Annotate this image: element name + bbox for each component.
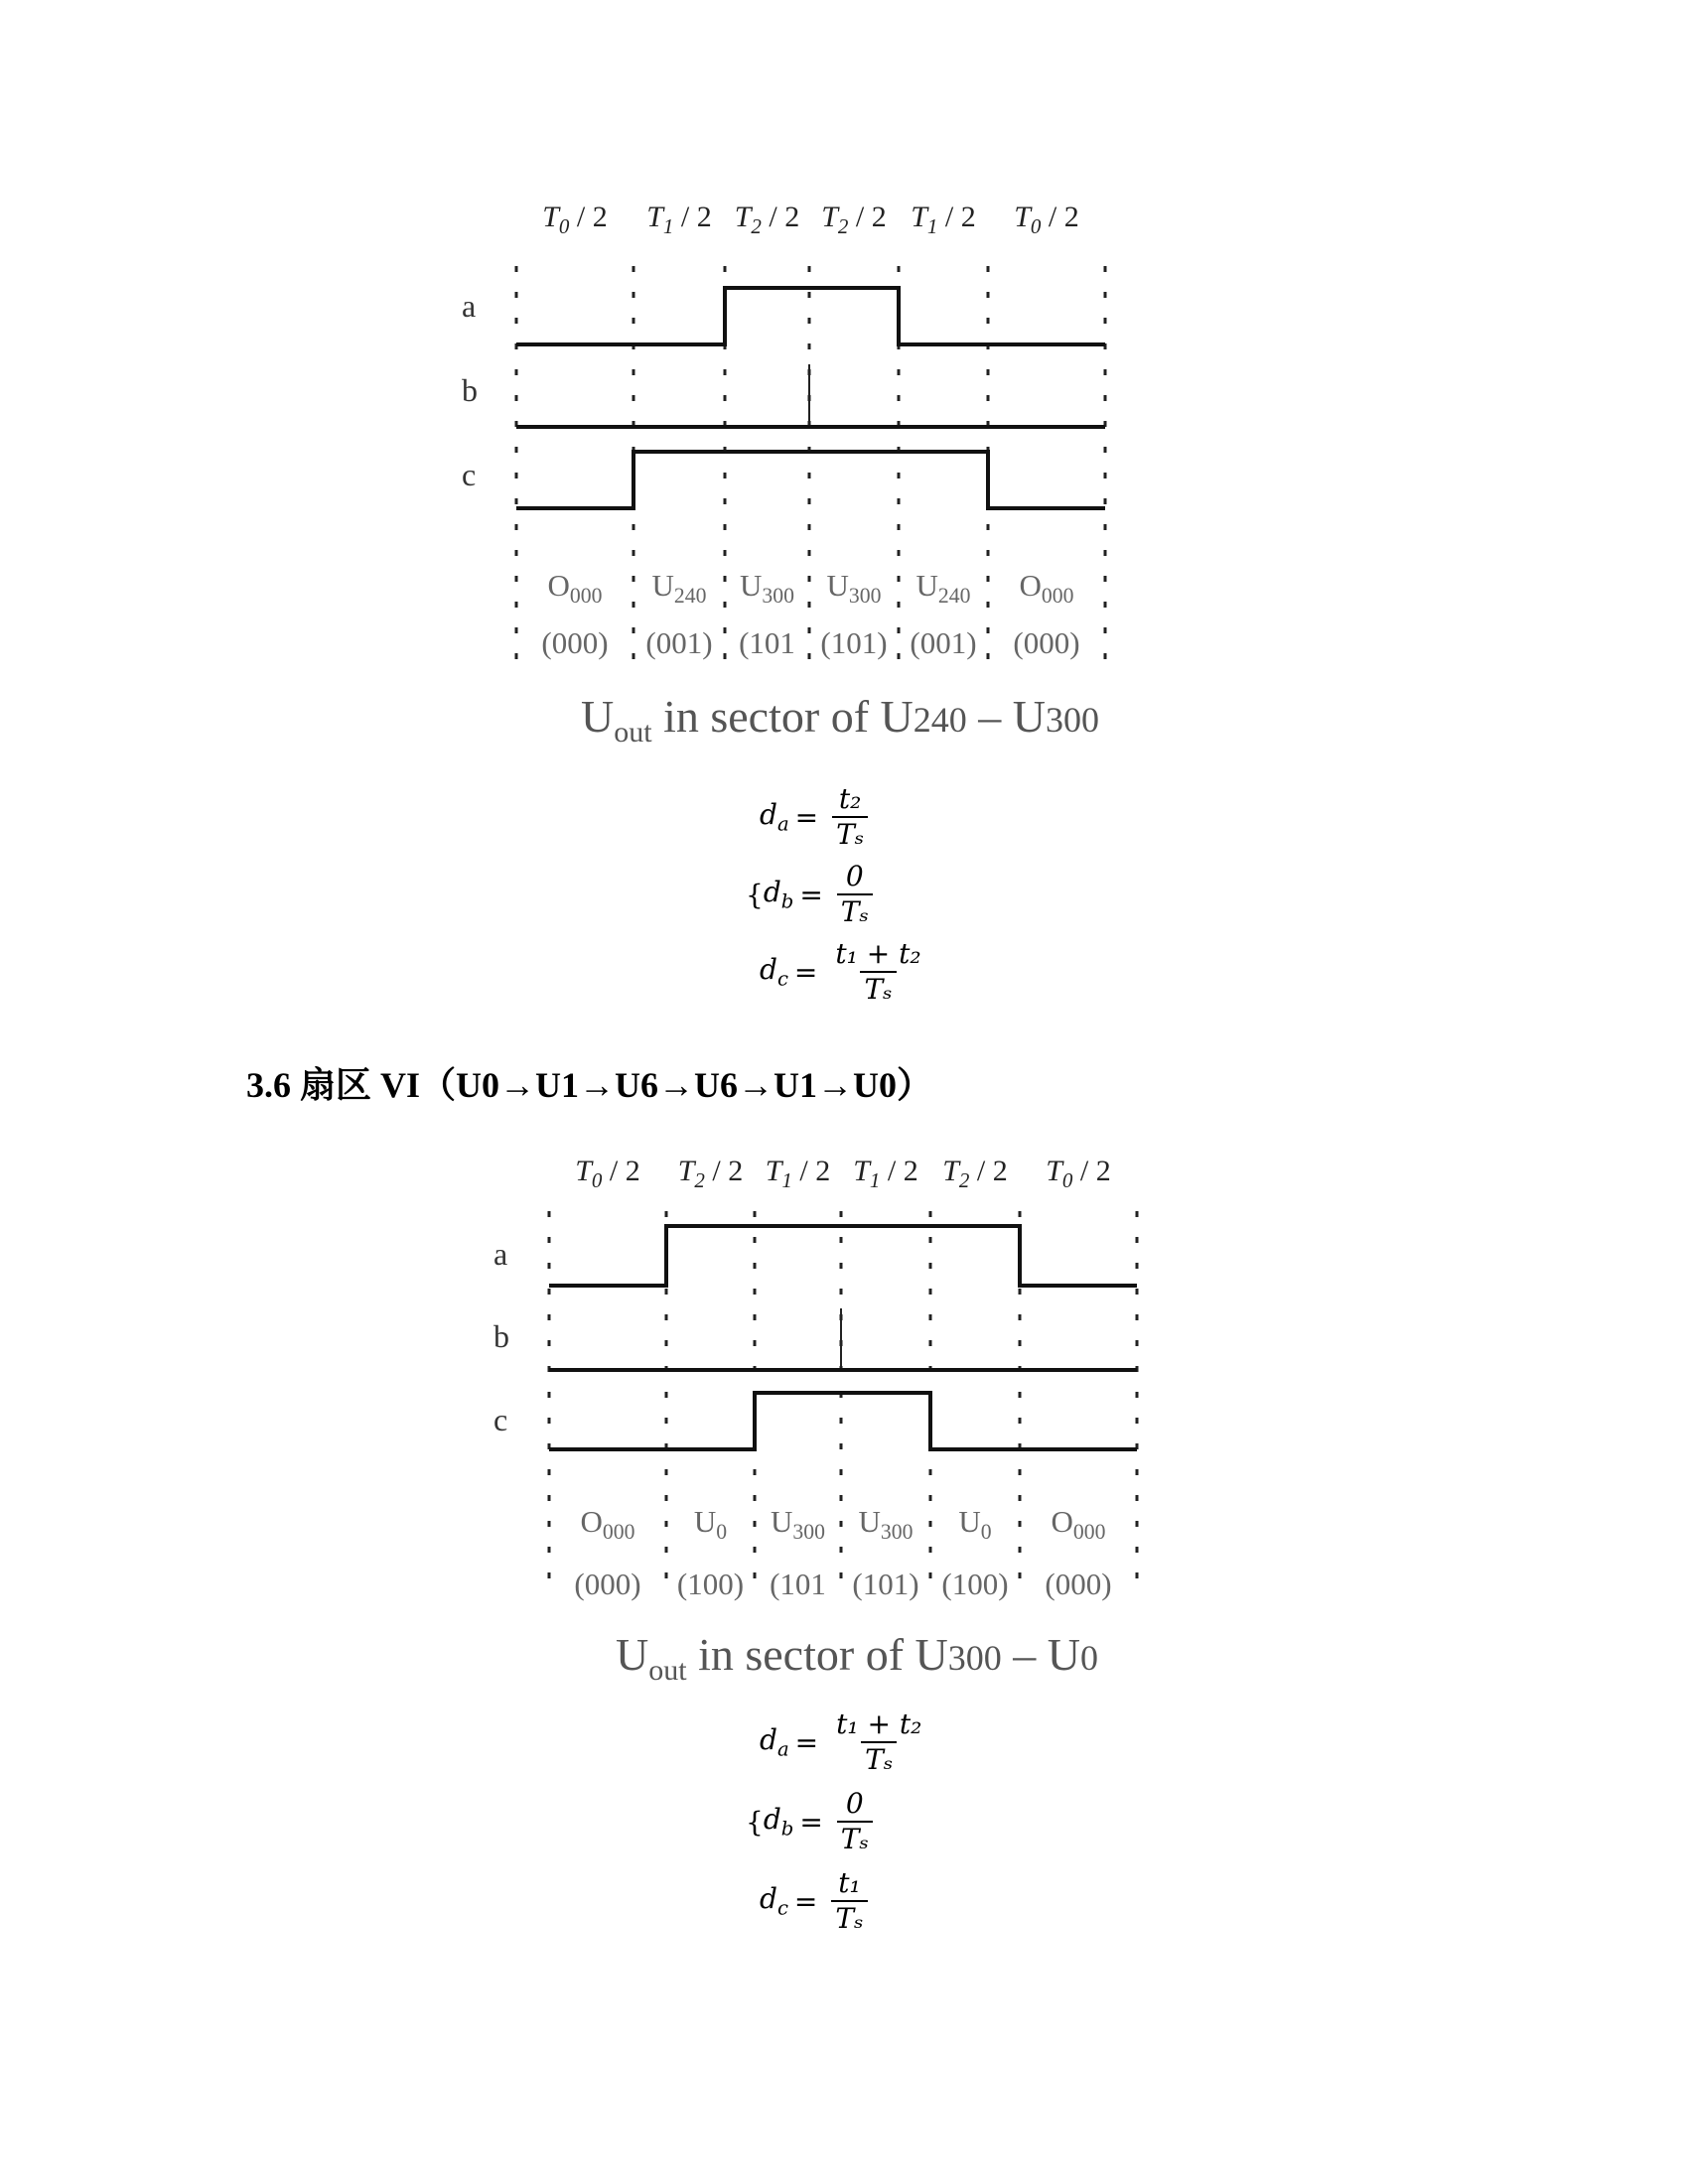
brace-symbol: { bbox=[746, 878, 764, 911]
interval-duration-label: $T_1 / 2$ bbox=[853, 1155, 918, 1192]
switch-code-label: (100) bbox=[941, 1567, 1009, 1601]
duty-cycle-equation: { $d_b$ = $\frac{0}{\text{Tₛ}}$ bbox=[746, 860, 873, 929]
duty-cycle-equation: $d_c$ = $\frac{\text{t₁}}{\text{Tₛ}}$ bbox=[760, 1866, 868, 1936]
interval-duration-label: $T_1 / 2$ bbox=[646, 201, 712, 238]
switch-code-label: (101) bbox=[852, 1567, 919, 1601]
interval-duration-label: $T_0 / 2$ bbox=[575, 1155, 640, 1192]
vector-state-label: $U_{300}$ bbox=[858, 1504, 914, 1545]
interval-duration-label: $T_2 / 2$ bbox=[734, 201, 800, 238]
switch-code-label: (101 bbox=[770, 1567, 826, 1601]
switch-code-label: (000) bbox=[541, 625, 609, 660]
vector-state-label: $O_{000}$ bbox=[547, 568, 603, 609]
duty-cycle-equation: { $d_b$ = $\frac{0}{\text{Tₛ}}$ bbox=[746, 1787, 873, 1856]
vector-state-label: $O_{000}$ bbox=[1051, 1504, 1106, 1545]
interval-duration-label: $T_2 / 2$ bbox=[677, 1155, 744, 1192]
switch-code-label: (101 bbox=[739, 625, 795, 660]
switch-code-label: (101) bbox=[820, 625, 888, 660]
vector-state-label: $U_0$ bbox=[958, 1504, 992, 1545]
interval-duration-label: $T_0 / 2$ bbox=[1046, 1155, 1111, 1192]
vector-state-label: $U_{240}$ bbox=[651, 568, 707, 609]
waveform-a bbox=[549, 1226, 1137, 1286]
switch-code-label: (001) bbox=[910, 625, 977, 660]
signal-label-b: b bbox=[493, 1318, 509, 1354]
duty-cycle-equation: $d_a$ = $\frac{\text{t₂}}{\text{Tₛ}}$ bbox=[760, 782, 868, 852]
interval-duration-label: $T_0 / 2$ bbox=[542, 201, 608, 238]
vector-state-label: $O_{000}$ bbox=[1019, 568, 1074, 609]
interval-duration-label: $T_2 / 2$ bbox=[821, 201, 887, 238]
figure-caption: $U_{out}$ in sector of U240 – U300 bbox=[581, 691, 1099, 750]
switch-code-label: (000) bbox=[574, 1567, 641, 1601]
switch-code-label: (100) bbox=[676, 1567, 745, 1601]
vector-state-label: $U_{300}$ bbox=[826, 568, 882, 609]
vector-state-label: $U_0$ bbox=[693, 1504, 728, 1545]
duty-cycle-equation: $d_a$ = $\frac{\text{t₁ + t₂}}{\text{Tₛ}}$ bbox=[760, 1707, 922, 1776]
interval-duration-label: $T_1 / 2$ bbox=[765, 1155, 831, 1192]
vector-state-label: $U_{300}$ bbox=[740, 568, 794, 609]
signal-label-a: a bbox=[493, 1236, 508, 1272]
interval-duration-label: $T_1 / 2$ bbox=[911, 201, 976, 238]
interval-duration-label: $T_0 / 2$ bbox=[1014, 201, 1079, 238]
switch-code-label: (000) bbox=[1013, 625, 1080, 660]
duty-cycle-equation: $d_c$ = $\frac{\text{t₁ + t₂}}{\text{Tₛ}}$ bbox=[760, 937, 921, 1006]
switch-code-label: (001) bbox=[645, 625, 713, 660]
interval-duration-label: $T_2 / 2$ bbox=[942, 1155, 1008, 1192]
switch-code-label: (000) bbox=[1045, 1567, 1112, 1601]
brace-symbol: { bbox=[746, 1805, 764, 1839]
vector-state-label: $O_{000}$ bbox=[580, 1504, 635, 1545]
signal-label-a: a bbox=[462, 288, 477, 324]
waveform-c bbox=[549, 1393, 1137, 1449]
signal-label-c: c bbox=[462, 457, 477, 492]
vector-state-label: $U_{240}$ bbox=[915, 568, 971, 609]
section-heading: 3.6 扇区 VI（U0→U1→U6→U6→U1→U0） bbox=[246, 1065, 932, 1105]
figure-caption: $U_{out}$ in sector of U300 – U0 bbox=[616, 1629, 1098, 1688]
signal-label-b: b bbox=[462, 372, 478, 408]
signal-label-c: c bbox=[493, 1402, 508, 1437]
vector-state-label: $U_{300}$ bbox=[771, 1504, 825, 1545]
